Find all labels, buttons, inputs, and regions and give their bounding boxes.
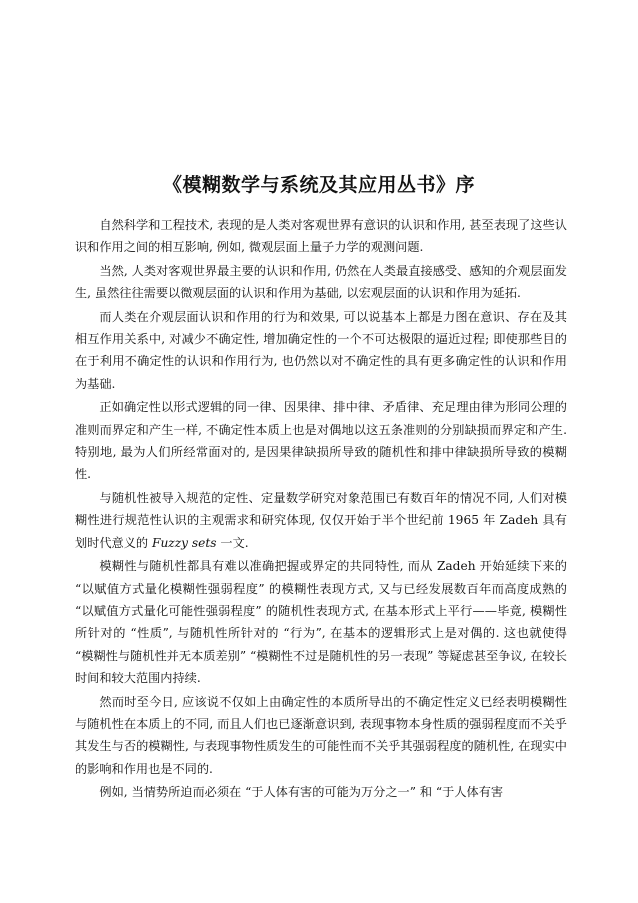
page-title: 《模糊数学与系统及其应用丛书》序: [162, 174, 475, 196]
paragraph-6: 模糊性与随机性都具有难以准确把握或界定的共同特性, 而从 Zadeh 开始延续下来的 “以赋值方式量化模糊性强弱程度” 的模糊性表现方式, 又与已经发展数百年而高度成熟的 “以赋值方式量化可能性强弱程度” 的随机性表现方式, 在基本形式上平行——毕竟, 模糊性所针对的 “性质”, 与随机性所针对的 “行为”, 在基本的逻辑形式上是对偶的. 这也就使得 “模糊性与随机性并无本质差别” “模糊性不过是随机性的另一表现” 等疑虑甚至争议, 在较长时间和较大范围内持续.: [75, 559, 567, 686]
paragraph-5-text: 与随机性被导入规范的定性、定量数学研究对象范围已有数百年的情况不同, 人们对模糊性进行规范性认识的主观需求和研究体现, 仅仅开始于半个世纪前 1965 年 Zadeh 具有划时代意义的: [75, 490, 567, 550]
paragraph-8: 例如, 当情势所迫而必须在 “于人体有害的可能为万分之一” 和 “于人体有害: [99, 785, 504, 800]
paragraph-2: 当然, 人类对客观世界最主要的认识和作用, 仍然在人类最直接感受、感知的介观层面发生, 虽然往往需要以微观层面的认识和作用为基础, 以宏观层面的认识和作用为延拓.: [75, 263, 567, 301]
paragraph-5: [75, 487, 567, 554]
paragraph-1: 自然科学和工程技术, 表现的是人类对客观世界有意识的认识和作用, 甚至表现了这些认识和作用之间的相互影响, 例如, 微观层面上量子力学的观测问题.: [75, 218, 567, 255]
paper-title-fuzzy-sets: Fuzzy sets: [152, 535, 217, 550]
paragraph-7: 然而时至今日, 应该说不仅如上由确定性的本质所导出的不确定性定义已经表明模糊性与随机性在本质上的不同, 而且人们也已逐渐意识到, 表现事物本身性质的强弱程度而不关乎其发生与否的模糊性, 与表现事物性质发生的可能性而不关乎其强弱程度的随机性, 在现实中的影响和作用也是不同的.: [75, 694, 567, 776]
preface-body: [75, 214, 567, 805]
paragraph-3: 而人类在介观层面认识和作用的行为和效果, 可以说基本上都是力图在意识、存在及其相互作用关系中, 对减少不确定性, 增加确定性的一个不可达极限的逼近过程; 即使那些目的在于利用不确定性的认识和作用行为, 也仍然以对不确定性的具有更多确定性的认识和作用为基础.: [75, 309, 567, 391]
paragraph-4: 正如确定性以形式逻辑的同一律、因果律、排中律、矛盾律、充足理由律为形同公理的准则而界定和产生一样, 不确定性本质上也是对偶地以这五条准则的分别缺损而界定和产生. 特别地, 最为人们所经常面对的, 是因果律缺损所导致的随机性和排中律缺损所导致的模糊性.: [75, 400, 567, 482]
paragraph-5-tail: 一文.: [216, 535, 249, 550]
